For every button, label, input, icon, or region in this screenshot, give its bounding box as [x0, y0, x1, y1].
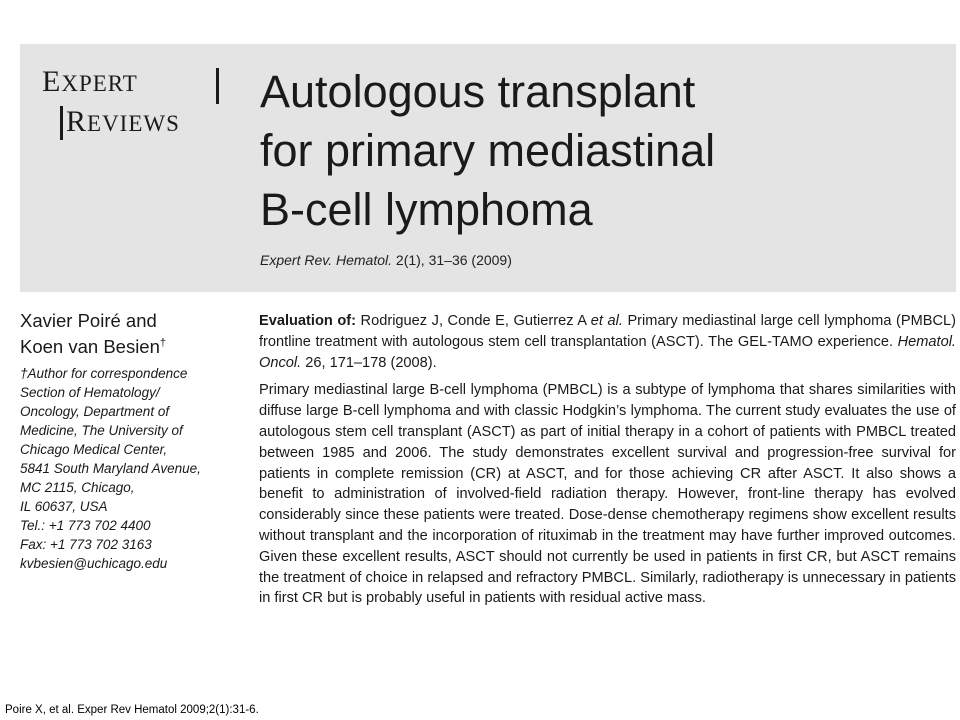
dagger-mark: †	[159, 337, 167, 349]
citation-journal: Expert Rev. Hematol.	[260, 252, 393, 268]
author-names-line1: Xavier Poiré and	[20, 310, 157, 331]
logo-bar-left	[60, 106, 63, 140]
evaluation-label: Evaluation of:	[259, 313, 356, 329]
header-band	[20, 44, 956, 292]
affiliation-line: Oncology, Department of	[20, 404, 170, 420]
evaluation-journal: Hematol. Oncol.	[259, 333, 956, 371]
abstract-text: Primary mediastinal large B-cell lymphoma (PMBCL) is a subtype of lymphoma that shares similarities with diffuse large B-cell lymphoma and with classic Hodgkin’s lymphoma. The current study evaluates the use of autologous stem cell transplant (ASCT) as part of initial therapy in a cohort of patients with PMBCL treated between 1985 and 2006. The study demonstrates excellent survival and progression-free survival for patients in complete remission (CR) at ASCT, and for those achieving CR after ASCT. It also shows a benefit to administration of involved-field radiation therapy. However, front-line therapy has evolved considerably since these patients were treated. Dose-dense chemotherapy regimens show excellent results without transplant and the incorporation of rituximab in the treatment may have further improved outcomes. Given these excellent results, ASCT should not currently be used in patients in first CR, but ASCT remains the treatment of choice in relapsed and refractory PMBCL. Similarly, radiotherapy is unnecessary in patients in first CR but is probably useful in patients with residual active mass.	[259, 382, 956, 607]
affiliation-line: MC 2115, Chicago,	[20, 480, 135, 496]
author-names-line2: Koen van Besien	[20, 336, 160, 358]
title-line: B-cell lymphoma	[260, 184, 593, 235]
affiliation-line: †Author for correspondence	[20, 366, 188, 382]
author-block	[20, 310, 235, 573]
expert-reviews-logo	[40, 66, 200, 138]
affiliation-line: 5841 South Maryland Avenue,	[20, 461, 201, 477]
title-line: Autologous transplant	[260, 66, 696, 117]
affiliation-line: IL 60637, USA	[20, 499, 108, 515]
logo-bar-right	[216, 68, 219, 104]
affiliation-line: Section of Hematology/	[20, 385, 160, 401]
journal-citation	[260, 252, 512, 268]
title-line: for primary mediastinal	[260, 125, 716, 176]
affiliation-line: Tel.: +1 773 702 4400	[20, 518, 151, 534]
affiliation-line: Medicine, The University of	[20, 423, 183, 439]
evaluation-etal: et al.	[590, 313, 623, 329]
evaluation-volume: 26, 171–178 (2008).	[301, 354, 437, 371]
citation-rest: 2(1), 31–36 (2009)	[392, 252, 512, 268]
footer-reference: Poire X, et al. Exper Rev Hematol 2009;2(1):31-6.	[5, 704, 259, 716]
article-title	[260, 62, 910, 239]
email-link[interactable]: kvbesien@uchicago.edu	[20, 556, 168, 572]
evaluation-of	[259, 311, 956, 373]
author-affiliation	[20, 364, 235, 573]
author-names	[20, 310, 235, 358]
affiliation-line: Chicago Medical Center,	[20, 442, 168, 458]
evaluation-article: Primary mediastinal large cell lymphoma (PMBCL) frontline treatment with autologous stem cell transplantation (ASCT). The GEL-TAMO experience.	[259, 313, 957, 350]
affiliation-line: Fax: +1 773 702 3163	[20, 537, 152, 553]
article-body	[259, 311, 956, 609]
evaluation-authors: Rodriguez J, Conde E, Gutierrez A	[356, 313, 591, 329]
logo-line2: REVIEWS	[66, 105, 180, 138]
logo-line1: EXPERT	[42, 65, 138, 98]
